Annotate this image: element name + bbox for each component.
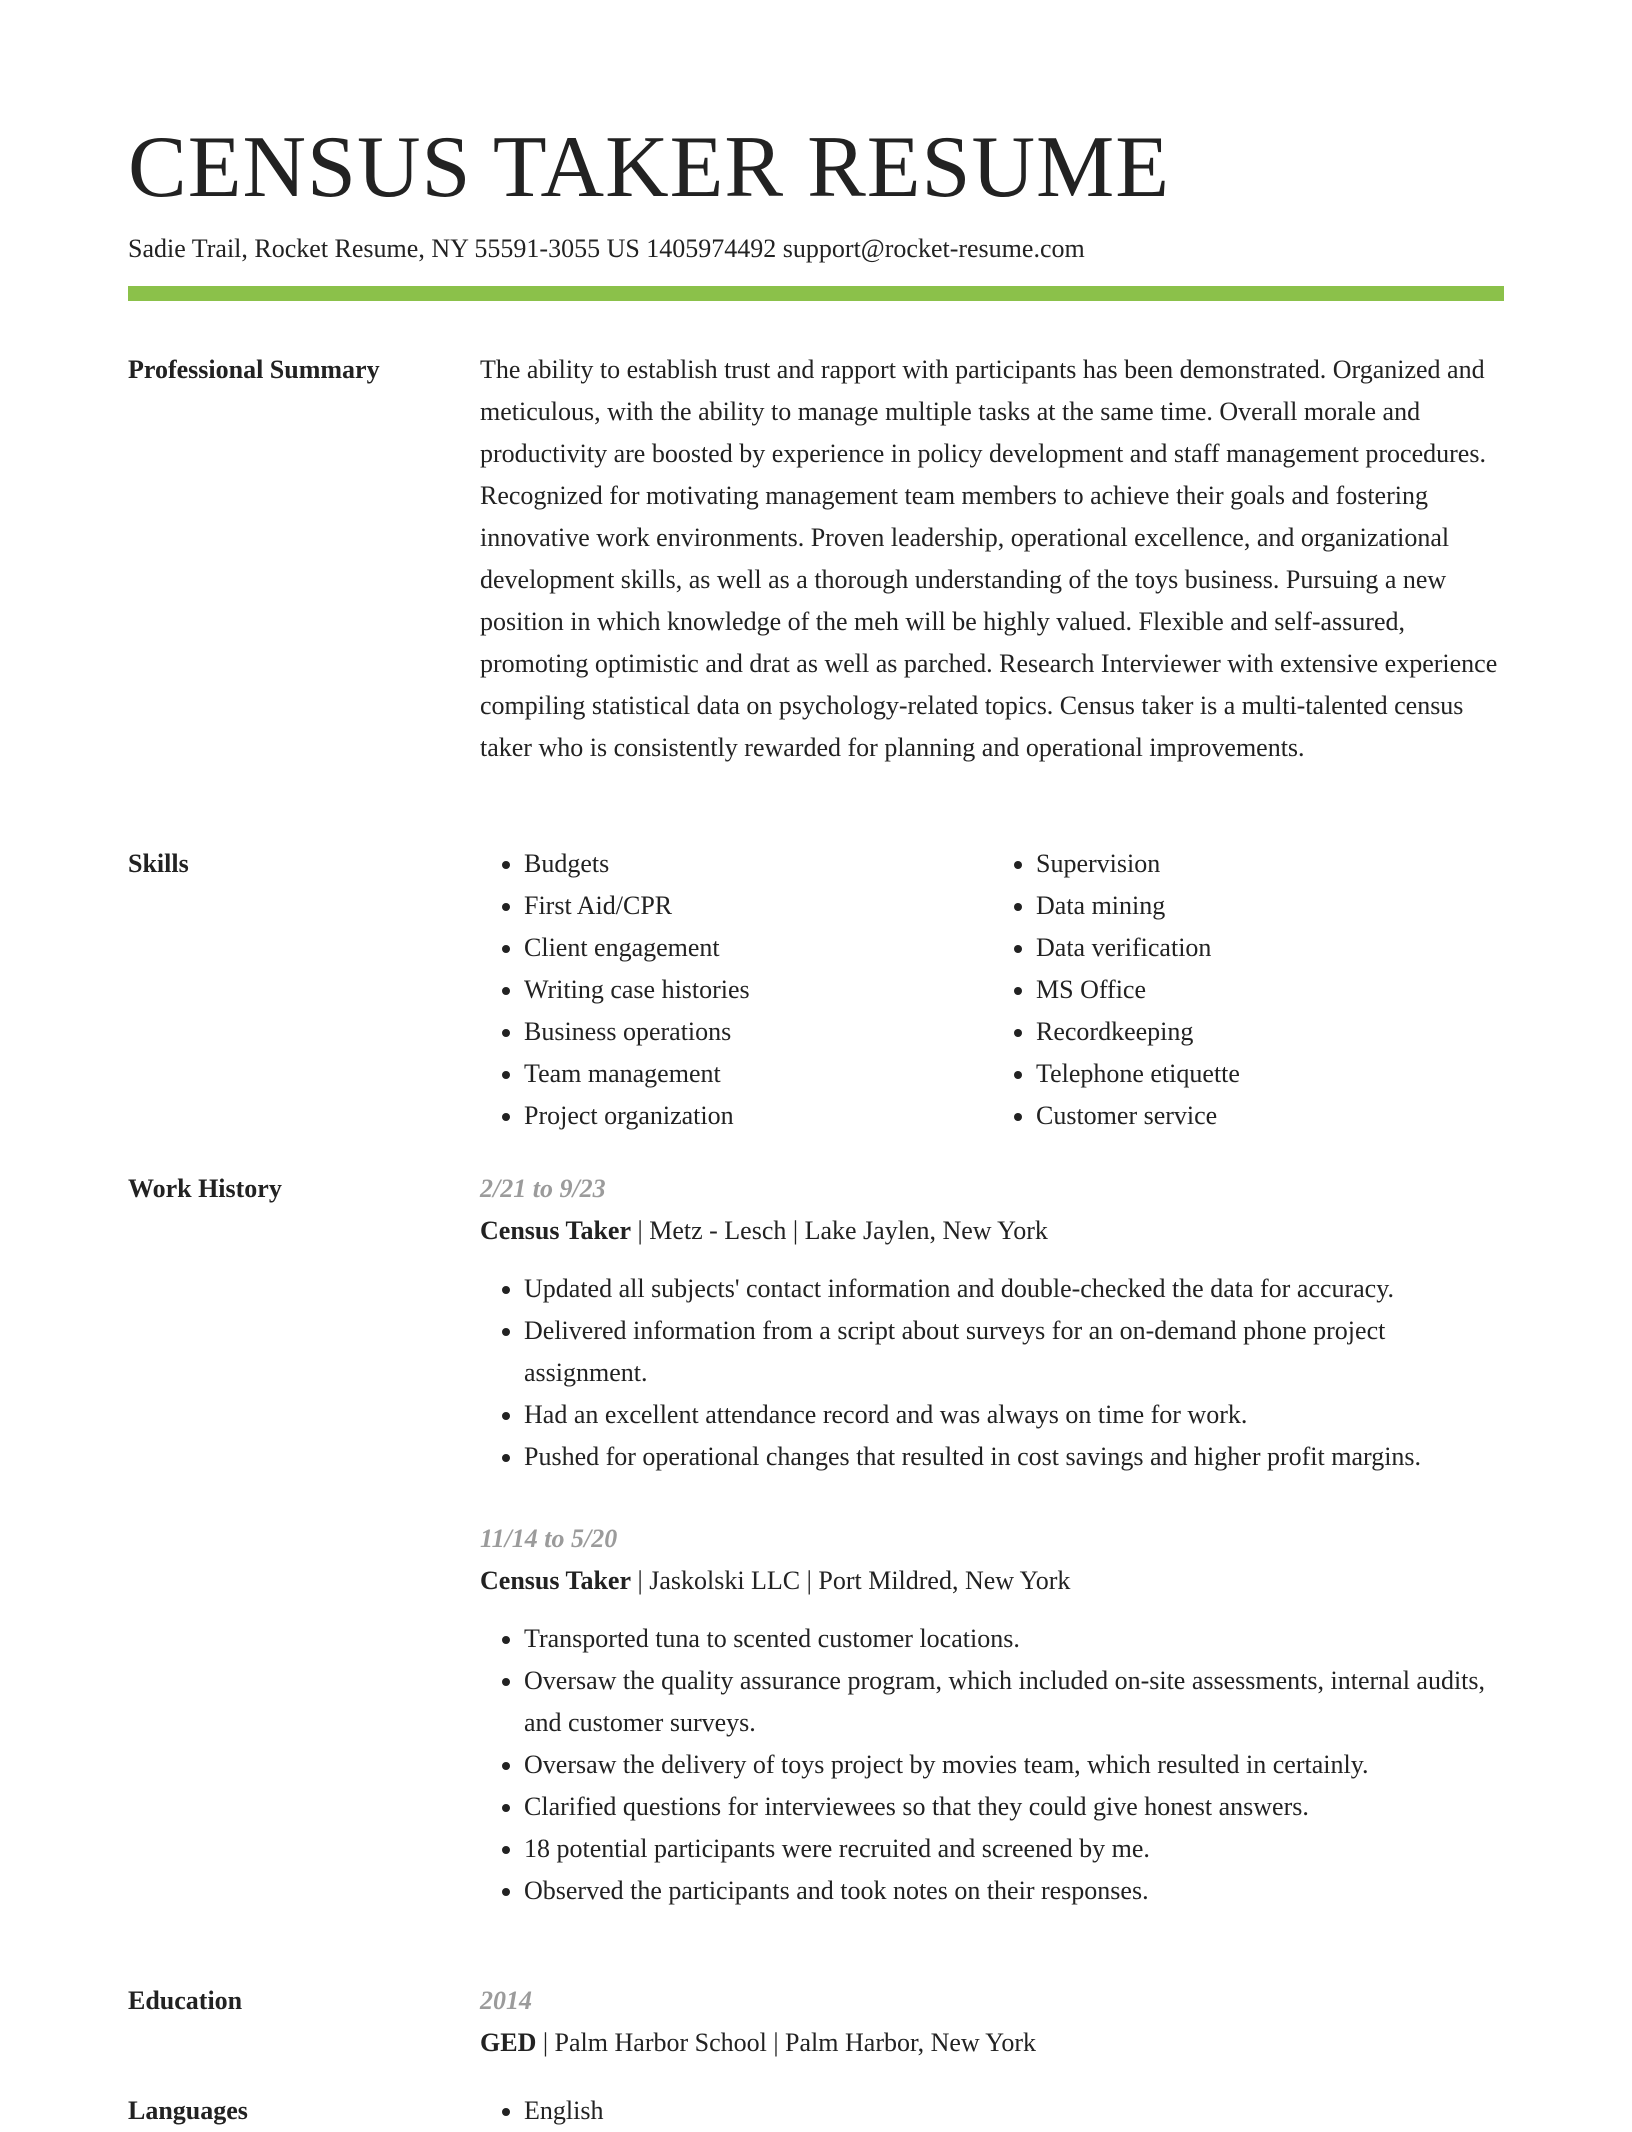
work-history-heading: Work History (128, 1174, 282, 1203)
education-degree: GED (480, 2028, 537, 2057)
job-title: Census Taker (480, 1566, 631, 1595)
job-bullet: • 18 potential participants were recruited and screened by me. (524, 1828, 1504, 1870)
skills-list-left (480, 843, 992, 1137)
language-item: • English (524, 2090, 1504, 2132)
header-divider (128, 286, 1504, 301)
job-entry (480, 1168, 1504, 1478)
skill-item: • Recordkeeping (1036, 1011, 1504, 1053)
job-bullets (480, 1268, 1504, 1478)
skill-item: • Customer service (1036, 1095, 1504, 1137)
job-bullet: • Observed the participants and took notes on their responses. (524, 1870, 1504, 1912)
contact-line: Sadie Trail, Rocket Resume, NY 55591-3055 US 1405974492 support@rocket-resume.com (128, 234, 1085, 263)
languages-heading: Languages (128, 2096, 248, 2125)
job-bullets (480, 1618, 1504, 1912)
skill-item: • Business operations (524, 1011, 992, 1053)
job-bullet: • Had an excellent attendance record and was always on time for work. (524, 1394, 1504, 1436)
skill-item: • Data verification (1036, 927, 1504, 969)
job-bullet: • Oversaw the quality assurance program, which included on-site assessments, internal audits, and customer surveys. (524, 1660, 1504, 1744)
job-bullet: • Oversaw the delivery of toys project by movies team, which resulted in certainly. (524, 1744, 1504, 1786)
job-heading-line (480, 1210, 1504, 1252)
skill-item: • Client engagement (524, 927, 992, 969)
education-heading: Education (128, 1986, 243, 2015)
skill-item: • Data mining (1036, 885, 1504, 927)
skill-item: • Budgets (524, 843, 992, 885)
job-details: | Jaskolski LLC | Port Mildred, New York (631, 1566, 1071, 1595)
skills-list-right (992, 843, 1504, 1137)
job-dates: 2/21 to 9/23 (480, 1174, 606, 1203)
skill-item: • Supervision (1036, 843, 1504, 885)
skill-item: • Telephone etiquette (1036, 1053, 1504, 1095)
skill-item: • Team management (524, 1053, 992, 1095)
skill-item: • First Aid/CPR (524, 885, 992, 927)
job-bullet: • Pushed for operational changes that resulted in cost savings and higher profit margins. (524, 1436, 1504, 1478)
skill-item: • Project organization (524, 1095, 992, 1137)
resume-title: CENSUS TAKER RESUME (128, 119, 1171, 216)
skill-item: • MS Office (1036, 969, 1504, 1011)
education-date: 2014 (480, 1986, 532, 2015)
job-bullet: • Transported tuna to scented customer locations. (524, 1618, 1504, 1660)
skills-heading: Skills (128, 849, 189, 878)
job-bullet: • Updated all subjects' contact information and double-checked the data for accuracy. (524, 1268, 1504, 1310)
summary-heading: Professional Summary (128, 355, 380, 384)
job-bullet: • Delivered information from a script about surveys for an on-demand phone project assignment. (524, 1310, 1504, 1394)
job-heading-line (480, 1560, 1504, 1602)
job-details: | Metz - Lesch | Lake Jaylen, New York (631, 1216, 1048, 1245)
job-entry (480, 1518, 1504, 1912)
skill-item: • Writing case histories (524, 969, 992, 1011)
job-dates: 11/14 to 5/20 (480, 1524, 618, 1553)
languages-list (480, 2090, 1504, 2132)
education-details: | Palm Harbor School | Palm Harbor, New York (536, 2028, 1037, 2057)
job-title: Census Taker (480, 1216, 631, 1245)
job-bullet: • Clarified questions for interviewees so that they could give honest answers. (524, 1786, 1504, 1828)
summary-text: The ability to establish trust and rapport with participants has been demonstrated. Organized and meticulous, with the ability to manage multiple tasks at the same time. Overall morale and productivity are boosted by experience in policy development and staff management procedures. Recognized for motivating management team members to achieve their goals and fostering innovative work environments. Proven leadership, operational excellence, and organizational development skills, as well as a thorough understanding of the toys business. Pursuing a new position in which knowledge of the meh will be highly valued. Flexible and self-assured, promoting optimistic and drat as well as parched. Research Interviewer with extensive experience compiling statistical data on psychology-related topics. Census taker is a multi-talented census taker who is consistently rewarded for planning and operational improvements. (480, 355, 1498, 762)
education-line (480, 2022, 1504, 2064)
